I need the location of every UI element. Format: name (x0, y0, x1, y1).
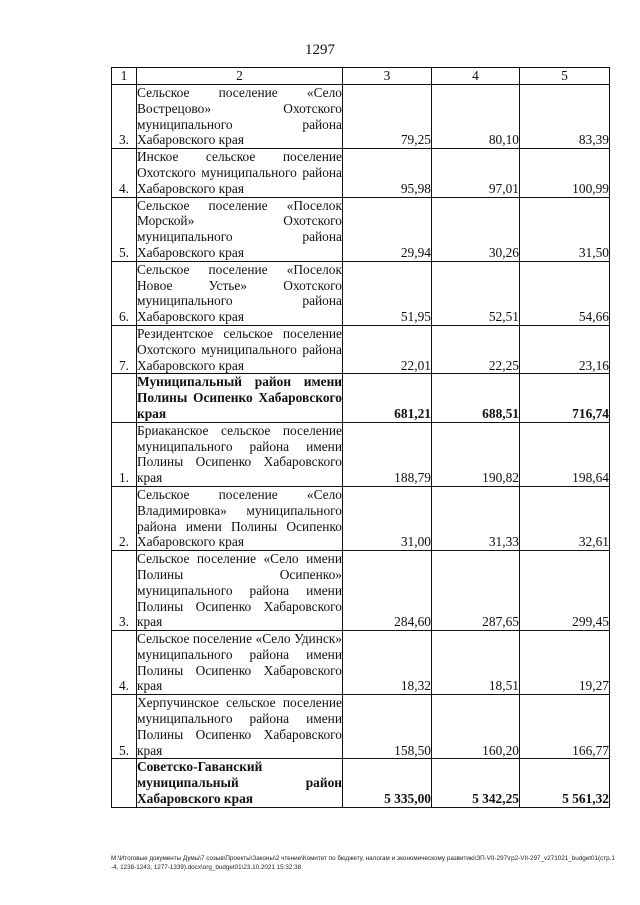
settlement-name-cell: Муниципальный район имени Полины Осипенко Хабаровского края (137, 374, 342, 421)
table-row (112, 325, 610, 373)
settlement-name-cell: Советско-Гаванский муниципальный район Хабаровского края (137, 759, 342, 807)
table-total-row (112, 374, 610, 422)
value-cell-col5: 716,74 (520, 374, 610, 422)
row-number-cell: 5. (112, 197, 137, 261)
value-cell-col5: 54,66 (520, 261, 610, 325)
document-file-path-footer: М:\Итоговые документы Думы\7 созыв\Проекты\Законы\2 чтение\Комитет по бюджету, налогам и экономическому развитию\ЗП-VII-297\гр2-VII-297_v271021_budget01(стр.1-4, 1238-1243, 1277-1339).docx\org_budget01\23.10.2021 15:32:38 (111, 855, 615, 871)
table-row (112, 149, 610, 197)
value-cell-col4: 30,26 (432, 197, 520, 261)
table-row (112, 85, 610, 149)
column-header-5: 5 (520, 68, 610, 85)
row-number-cell: 3. (112, 85, 137, 149)
row-number-cell: 6. (112, 261, 137, 325)
table-row (112, 631, 610, 695)
value-cell-col3: 18,32 (343, 631, 432, 695)
table-total-row (112, 759, 610, 807)
value-cell-col4: 22,25 (432, 325, 520, 373)
column-header-3: 3 (343, 68, 432, 85)
value-cell-col3: 51,95 (343, 261, 432, 325)
table-row (112, 197, 610, 261)
value-cell-col3: 284,60 (343, 551, 432, 631)
row-number-cell: 7. (112, 325, 137, 373)
settlement-name-cell: Сельское поселение «Поселок Новое Устье» Охотского муниципального района Хабаровского края (137, 261, 342, 325)
value-cell-col5: 23,16 (520, 325, 610, 373)
row-number-cell: 1. (112, 422, 137, 486)
value-cell-col5: 166,77 (520, 695, 610, 759)
value-cell-col4: 688,51 (432, 374, 520, 422)
page-number: 1297 (305, 42, 335, 58)
value-cell-col3: 158,50 (343, 695, 432, 759)
value-cell-col5: 198,64 (520, 422, 610, 486)
row-number-cell: 5. (112, 695, 137, 759)
table-row (112, 695, 610, 759)
value-cell-col3: 22,01 (343, 325, 432, 373)
row-number-cell: 4. (112, 631, 137, 695)
budget-table (111, 67, 610, 808)
value-cell-col4: 18,51 (432, 631, 520, 695)
value-cell-col4: 97,01 (432, 149, 520, 197)
column-header-4: 4 (432, 68, 520, 85)
table-row (112, 551, 610, 631)
value-cell-col3: 681,21 (343, 374, 432, 422)
settlement-name-cell: Инское сельское поселение Охотского муниципального района Хабаровского края (137, 149, 342, 196)
budget-table-body (112, 68, 610, 808)
column-header-2: 2 (137, 68, 343, 85)
value-cell-col4: 80,10 (432, 85, 520, 149)
settlement-name-cell: Сельское поселение «Село Удинск» муниципального района имени Полины Осипенко Хабаровского края (137, 631, 342, 694)
row-number-cell: 2. (112, 486, 137, 550)
settlement-name-cell: Сельское поселение «Поселок Морской» Охотского муниципального района Хабаровского края (137, 197, 342, 260)
table-row (112, 422, 610, 486)
value-cell-col4: 31,33 (432, 486, 520, 550)
settlement-name-cell: Сельское поселение «Село Вострецово» Охотского муниципального района Хабаровского края (137, 85, 342, 148)
value-cell-col4: 52,51 (432, 261, 520, 325)
table-header-row (112, 68, 610, 85)
value-cell-col3: 31,00 (343, 486, 432, 550)
value-cell-col4: 160,20 (432, 695, 520, 759)
value-cell-col5: 100,99 (520, 149, 610, 197)
value-cell-col3: 5 335,00 (343, 759, 432, 807)
table-row (112, 486, 610, 550)
row-number-cell: 4. (112, 149, 137, 197)
value-cell-col4: 287,65 (432, 551, 520, 631)
value-cell-col5: 19,27 (520, 631, 610, 695)
value-cell-col4: 190,82 (432, 422, 520, 486)
row-number-cell (112, 374, 137, 422)
value-cell-col5: 299,45 (520, 551, 610, 631)
value-cell-col4: 5 342,25 (432, 759, 520, 807)
settlement-name-cell: Сельское поселение «Село Владимировка» муниципального района имени Полины Осипенко Хабаровского края (137, 486, 342, 550)
value-cell-col3: 29,94 (343, 197, 432, 261)
settlement-name-cell: Херпучинское сельское поселение муниципального района имени Полины Осипенко Хабаровского края (137, 695, 342, 758)
value-cell-col5: 32,61 (520, 486, 610, 550)
value-cell-col3: 79,25 (343, 85, 432, 149)
value-cell-col3: 188,79 (343, 422, 432, 486)
settlement-name-cell: Бриаканское сельское поселение муниципального района имени Полины Осипенко Хабаровского края (137, 422, 342, 486)
value-cell-col5: 31,50 (520, 197, 610, 261)
value-cell-col3: 95,98 (343, 149, 432, 197)
table-row (112, 261, 610, 325)
settlement-name-cell: Резидентское сельское поселение Охотского муниципального района Хабаровского края (137, 325, 342, 373)
settlement-name-cell: Сельское поселение «Село имени Полины Осипенко» муниципального района имени Полины Осипенко Хабаровского края (137, 551, 342, 630)
value-cell-col5: 5 561,32 (520, 759, 610, 807)
value-cell-col5: 83,39 (520, 85, 610, 149)
row-number-cell: 3. (112, 551, 137, 631)
column-header-1: 1 (112, 68, 137, 85)
row-number-cell (112, 759, 137, 807)
